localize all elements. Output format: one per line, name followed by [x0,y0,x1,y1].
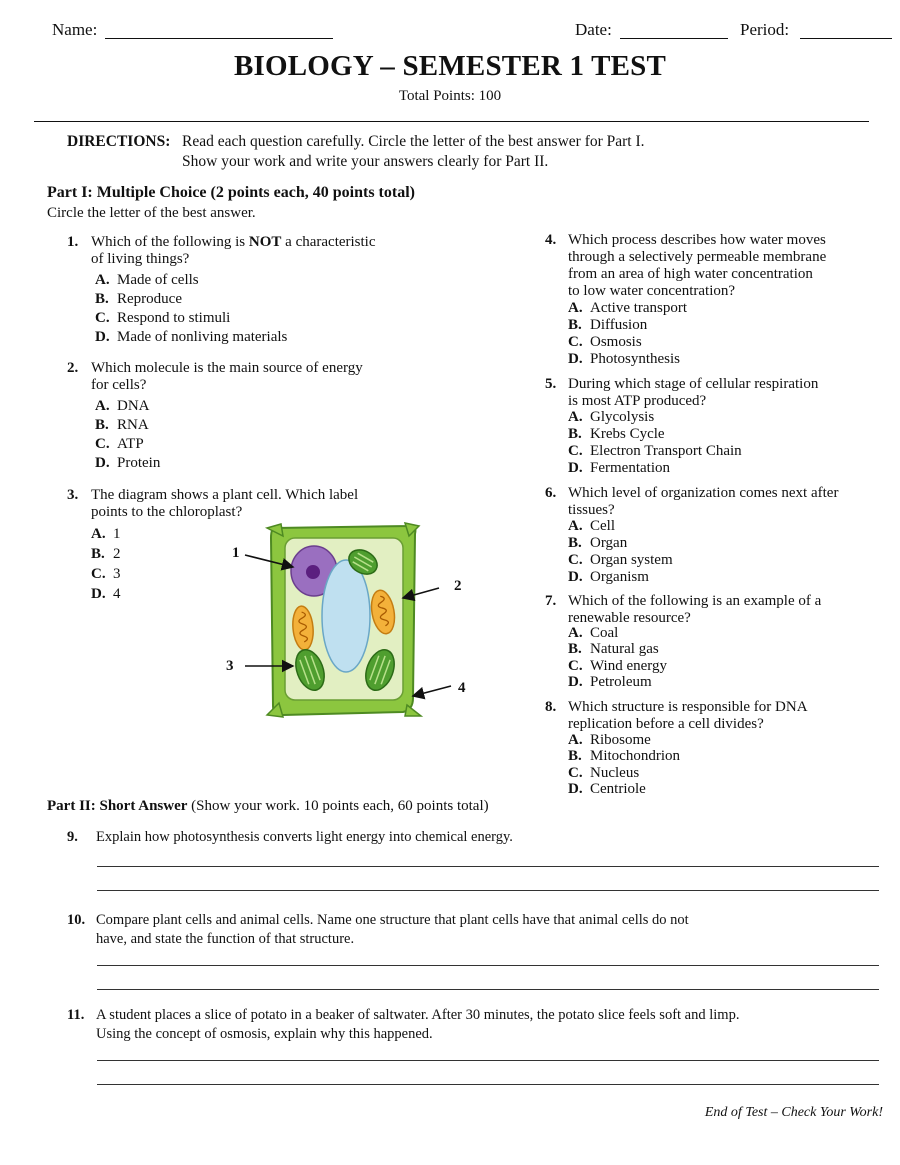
option-a[interactable]: A. 1 [91,526,121,542]
question-number: 5. [545,376,557,392]
question-number: 2. [67,360,79,376]
part1-heading: Part I: Multiple Choice [47,184,207,201]
option-a[interactable]: A. Ribosome [568,732,651,748]
question-text-line: replication before a cell divides? [568,716,764,732]
question-text-line: Compare plant cells and animal cells. Name one structure that plant cells have that animal cells do not [96,912,689,928]
question-text-line: is most ATP produced? [568,393,707,409]
answer-line[interactable] [97,965,879,966]
option-b[interactable]: B. Diffusion [568,317,648,333]
diagram-label-4: 4 [458,680,466,696]
header-divider [34,121,869,122]
question-text-line: Which of the following is an example of a [568,593,822,609]
date-label: Date: [575,20,612,39]
question-number: 4. [545,232,557,248]
answer-line[interactable] [97,1060,879,1061]
question-text-line: to low water concentration? [568,283,736,299]
question-1 [67,234,447,349]
answer-line[interactable] [97,1084,879,1085]
question-text-line: for cells? [91,377,147,393]
option-b[interactable]: B. Krebs Cycle [568,426,665,442]
option-a[interactable]: A. Cell [568,518,615,534]
question-text-line: Using the concept of osmosis, explain why this happened. [96,1026,433,1042]
option-d[interactable]: D. Protein [95,455,161,471]
period-field[interactable] [800,38,892,39]
question-4 [545,232,885,372]
option-d[interactable]: D. Centriole [568,781,646,797]
question-text [96,1006,739,1044]
question-6 [545,485,885,590]
option-b[interactable]: B. Organ [568,535,628,551]
question-number: 11. [67,1007,85,1023]
option-d[interactable]: D. Photosynthesis [568,351,681,367]
footer-note: End of Test – Check Your Work! [704,1105,883,1120]
question-text-line: Which level of organization comes next after [568,485,839,501]
question-text [568,232,826,300]
option-c[interactable]: C. 3 [91,566,121,582]
question-text-line: from an area of high water concentration [568,266,813,282]
question-number: 8. [545,699,557,715]
question-text-emphasis: NOT [248,234,282,250]
option-d[interactable]: D. Made of nonliving materials [95,329,288,345]
question-text-line: renewable resource? [568,610,691,626]
question-number: 1. [67,234,79,250]
question-text-line: Which structure is responsible for DNA [568,699,808,715]
question-text [568,593,821,627]
question-number: 9. [67,829,78,845]
option-a[interactable]: A. DNA [95,398,150,414]
question-text-line: Which process describes how water moves [568,232,826,248]
question-text-line: have, and state the function of that structure. [96,931,355,947]
date-field[interactable] [620,38,728,39]
answer-line[interactable] [97,866,879,867]
question-text [91,234,376,268]
question-9 [67,829,513,846]
answer-line[interactable] [97,890,879,891]
question-text [568,485,838,519]
question-text-line: tissues? [568,502,615,518]
question-text-line: points to the chloroplast? [91,504,243,520]
question-text-line: The diagram shows a plant cell. Which label [91,487,359,503]
question-text-part: a characteristic [281,234,376,250]
option-a[interactable]: A. Coal [568,625,619,641]
option-d[interactable]: D. Petroleum [568,674,652,690]
question-text-part: Which of the following is [91,234,249,250]
option-c[interactable]: C. Wind energy [568,658,668,674]
option-c[interactable]: C. Electron Transport Chain [568,443,742,459]
question-5 [545,376,885,481]
option-c[interactable]: C. Osmosis [568,334,642,350]
question-text [91,487,358,521]
option-a[interactable]: A. Glycolysis [568,409,655,425]
option-c[interactable]: C. Nucleus [568,765,640,781]
option-d[interactable]: D. Organism [568,569,649,585]
directions-line-2: Show your work and write your answers clearly for Part II. [182,153,549,170]
question-text-line: A student places a slice of potato in a beaker of saltwater. After 30 minutes, the potato slice feels soft and limp. [96,1007,740,1023]
option-a[interactable]: A. Made of cells [95,272,199,288]
plant-cell-illustration [225,520,475,720]
question-text: Explain how photosynthesis converts light energy into chemical energy. [96,829,513,845]
answer-line[interactable] [97,989,879,990]
question-number: 10. [67,912,86,928]
diagram-label-2: 2 [454,578,462,594]
question-number: 7. [545,593,557,609]
name-label: Name: [52,20,98,39]
directions-line-1: Read each question carefully. Circle the letter of the best answer for Part I. [182,133,645,150]
option-b[interactable]: B. 2 [91,546,121,562]
question-text [96,911,689,949]
question-text-line: Which molecule is the main source of energy [91,360,363,376]
question-number: 6. [545,485,557,501]
page-title: BIOLOGY – SEMESTER 1 TEST [233,50,667,82]
question-7 [545,593,885,698]
plant-cell-diagram [225,520,475,720]
part1-instruction: Circle the letter of the best answer. [47,205,256,221]
question-8 [545,699,885,804]
question-text [91,360,363,394]
total-points: Total Points: 100 [398,88,502,104]
part1-points: (2 points each, 40 points total) [210,184,415,201]
option-d[interactable]: D. 4 [91,586,121,602]
question-number: 3. [67,487,79,503]
name-field[interactable] [105,38,333,39]
part2-points: (Show your work. 10 points each, 60 points total) [191,798,489,814]
diagram-label-1: 1 [232,545,240,561]
question-text-line: During which stage of cellular respiration [568,376,819,392]
part2-heading-row [47,798,489,815]
option-b[interactable]: B. Reproduce [95,291,182,307]
option-c[interactable]: C. Organ system [568,552,673,568]
question-text-line: of living things? [91,251,190,267]
question-2 [67,360,447,475]
directions-label: DIRECTIONS: [67,133,171,150]
part1-heading-row [47,184,415,202]
option-a[interactable]: A. Active transport [568,300,688,316]
option-c[interactable]: C. ATP [95,436,144,452]
question-text [568,699,808,733]
question-text [568,376,818,410]
diagram-label-3: 3 [226,658,234,674]
option-c[interactable]: C. Respond to stimuli [95,310,231,326]
part2-heading: Part II: Short Answer [47,798,188,814]
period-label: Period: [740,20,790,39]
option-d[interactable]: D. Fermentation [568,460,670,476]
option-b[interactable]: B. RNA [95,417,149,433]
option-b[interactable]: B. Natural gas [568,641,659,657]
option-b[interactable]: B. Mitochondrion [568,748,680,764]
question-text-line: through a selectively permeable membrane [568,249,827,265]
